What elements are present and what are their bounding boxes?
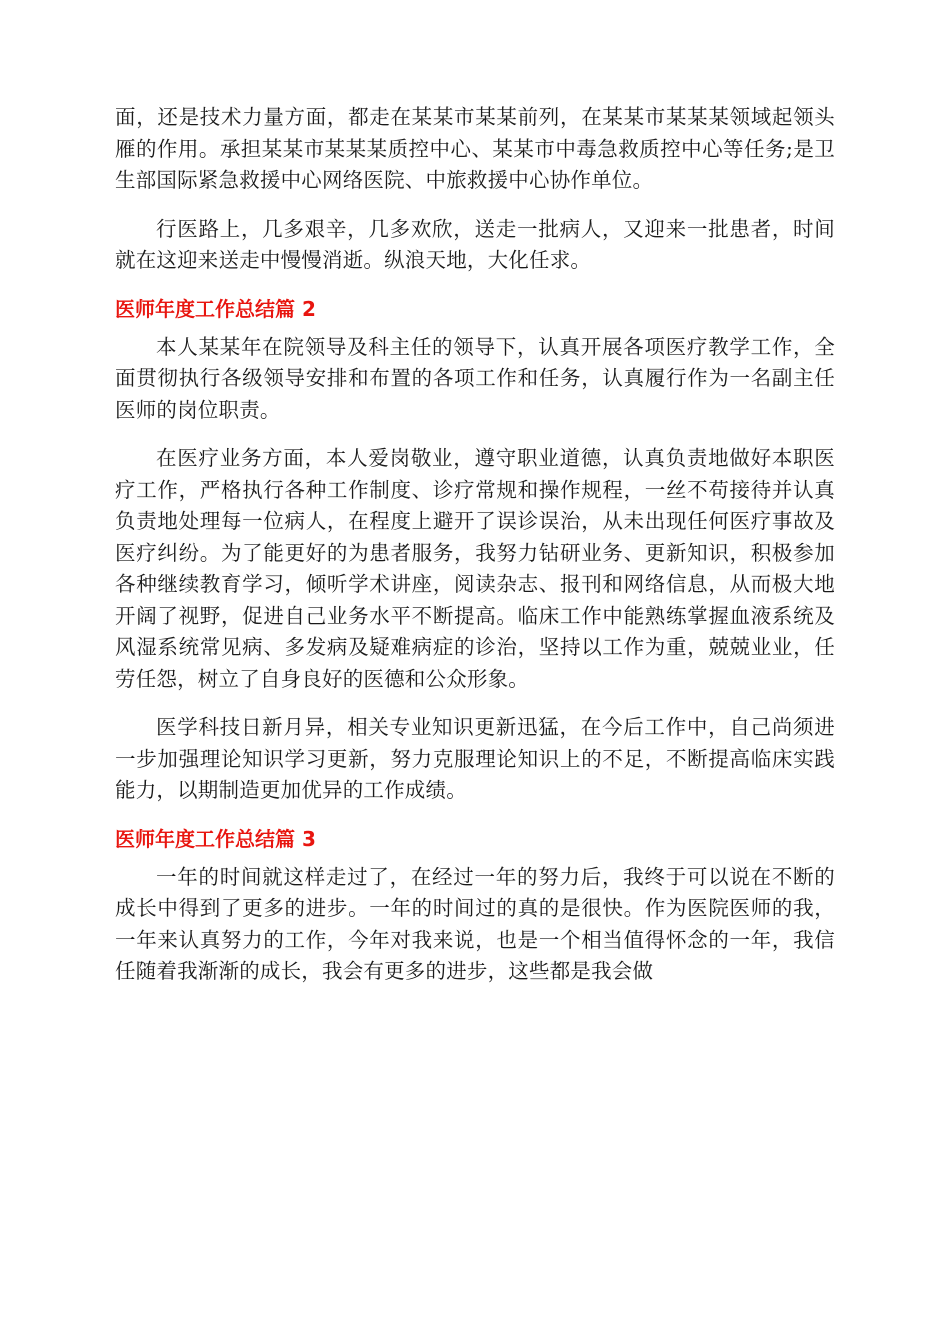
section-2-paragraph-1: 本人某某年在院领导及科主任的领导下，认真开展各项医疗教学工作，全面贯彻执行各级领导安排和布置的各项工作和任务，认真履行作为一名副主任医师的岗位职责。	[115, 334, 835, 422]
section-3-paragraph-1: 一年的时间就这样走过了，在经过一年的努力后，我终于可以说在不断的成长中得到了更多的进步。一年的时间过的真的是很快。作为医院医师的我，一年来认真努力的工作，今年对我来说，也是一个相当值得怀念的一年，我信任随着我渐渐的成长，我会有更多的进步，这些都是我会做	[115, 864, 835, 983]
document-page	[115, 102, 835, 1005]
intro-paragraph-closing: 行医路上，几多艰辛，几多欢欣，送走一批病人，又迎来一批患者，时间就在这迎来送走中慢慢消逝。纵浪天地，大化任求。	[115, 216, 835, 272]
section-2-heading: 医师年度工作总结篇 2	[115, 296, 316, 321]
intro-paragraph-continuation: 面，还是技术力量方面，都走在某某市某某前列，在某某市某某某领域起领头雁的作用。承担某某市某某某质控中心、某某市中毒急救质控中心等任务;是卫生部国际紧急救援中心网络医院、中旅救援中心协作单位。	[115, 105, 835, 192]
section-2-paragraph-3: 医学科技日新月异，相关专业知识更新迅猛，在今后工作中，自己尚须进一步加强理论知识学习更新，努力克服理论知识上的不足，不断提高临床实践能力，以期制造更加优异的工作成绩。	[115, 715, 835, 802]
section-2-paragraph-2: 在医疗业务方面，本人爱岗敬业，遵守职业道德，认真负责地做好本职医疗工作，严格执行各种工作制度、诊疗常规和操作规程，一丝不苟接待并认真负责地处理每一位病人，在程度上避开了误诊误治，从未出现任何医疗事故及医疗纠纷。为了能更好的为患者服务，我努力钻研业务、更新知识，积极参加各种继续教育学习，倾听学术讲座，阅读杂志、报刊和网络信息，从而极大地开阔了视野，促进自己业务水平不断提高。临床工作中能熟练掌握血液系统及风湿系统常见病、多发病及疑难病症的诊治，坚持以工作为重，兢兢业业，任劳任怨，树立了自身良好的医德和公众形象。	[115, 446, 835, 691]
section-3-heading: 医师年度工作总结篇 3	[115, 826, 316, 851]
